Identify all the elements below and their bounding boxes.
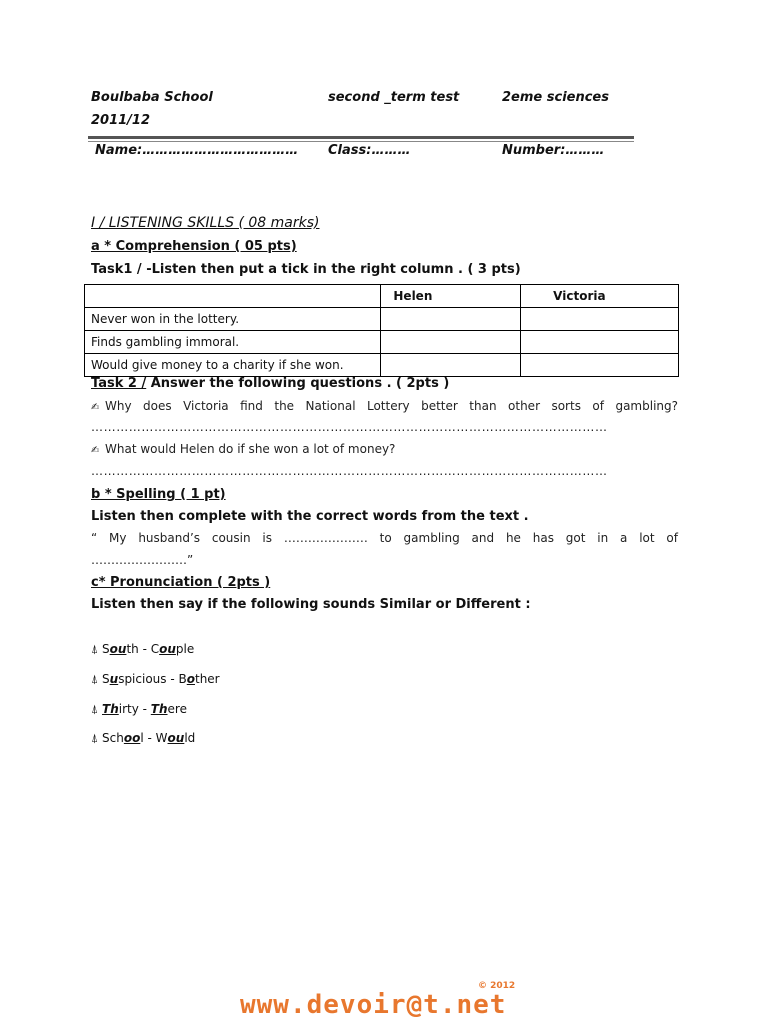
pen-bullet-icon: ✍ xyxy=(91,445,100,456)
section-title: I / LISTENING SKILLS ( 08 marks) xyxy=(91,215,320,231)
triangle-bullet-icon: ⍋ xyxy=(91,672,103,686)
header-rule-thin xyxy=(88,141,634,142)
watermark-logo: www.devoir@t.net xyxy=(240,990,507,1020)
triangle-bullet-icon: ⍋ xyxy=(91,702,103,716)
task2-text: Answer the following questions . ( 2pts ) xyxy=(146,376,450,391)
table-row xyxy=(85,331,679,354)
table-header-victoria: Victoria xyxy=(521,285,679,308)
answer-line-2[interactable]: …………………………………………………………………………………………………………… xyxy=(91,464,608,478)
pronunciation-instruction: Listen then say if the following sounds Similar or Different : xyxy=(91,597,531,612)
victoria-tick-cell[interactable] xyxy=(521,354,679,377)
question-2 xyxy=(91,442,395,456)
sound-pair: ⍋ South - Couple xyxy=(91,642,195,656)
sound-pair: ⍋ School - Would xyxy=(91,731,196,745)
table-row xyxy=(85,354,679,377)
school-year: 2011/12 xyxy=(91,113,151,128)
question-1-text: Why does Victoria find the National Lottery better than other sorts of gambling? xyxy=(105,399,678,413)
victoria-tick-cell[interactable] xyxy=(521,331,679,354)
table-header-cell xyxy=(85,285,381,308)
pronunciation-heading: c* Pronunciation ( 2pts ) xyxy=(91,575,271,590)
answer-line-1[interactable]: …………………………………………………………………………………………………………… xyxy=(91,420,608,434)
helen-tick-cell[interactable] xyxy=(381,354,521,377)
statement-cell: Never won in the lottery. xyxy=(85,308,381,331)
name-field: Name:……………………………… xyxy=(95,143,299,158)
task1-instruction: Task1 / -Listen then put a tick in the right column . ( 3 pts) xyxy=(91,262,521,277)
helen-tick-cell[interactable] xyxy=(381,331,521,354)
test-title: second _term test xyxy=(328,90,460,105)
spelling-sentence: “ My husband’s cousin is ………………… to gambling and he has got in a lot of xyxy=(91,531,678,545)
statement-cell: Finds gambling immoral. xyxy=(85,331,381,354)
triangle-bullet-icon: ⍋ xyxy=(91,731,103,745)
class-field: Class:……… xyxy=(328,143,411,158)
pen-bullet-icon: ✍ xyxy=(91,402,100,413)
header-rule xyxy=(88,136,634,139)
spelling-heading: b * Spelling ( 1 pt) xyxy=(91,487,226,502)
table-row xyxy=(85,308,679,331)
question-1 xyxy=(91,399,678,413)
victoria-tick-cell[interactable] xyxy=(521,308,679,331)
question-2-text: What would Helen do if she won a lot of money? xyxy=(105,442,396,456)
helen-tick-cell[interactable] xyxy=(381,308,521,331)
task2-label: Task 2 / xyxy=(91,376,147,391)
task2-instruction xyxy=(91,376,449,391)
number-field: Number:……… xyxy=(502,143,605,158)
watermark-year: © 2012 xyxy=(478,981,516,991)
school-name: Boulbaba School xyxy=(91,90,213,105)
table-header-helen: Helen xyxy=(381,285,521,308)
comprehension-heading: a * Comprehension ( 05 pts) xyxy=(91,239,297,254)
sound-pair: ⍋ Thirty - There xyxy=(91,702,187,716)
tick-table xyxy=(84,284,679,377)
table-header-row xyxy=(85,285,679,308)
spelling-sentence-end: ……………………” xyxy=(91,553,194,567)
triangle-bullet-icon: ⍋ xyxy=(91,642,103,656)
statement-cell: Would give money to a charity if she won. xyxy=(85,354,381,377)
class-level: 2eme sciences xyxy=(502,90,609,105)
sound-pair: ⍋ Suspicious - Bother xyxy=(91,672,220,686)
spelling-instruction: Listen then complete with the correct words from the text . xyxy=(91,509,529,524)
